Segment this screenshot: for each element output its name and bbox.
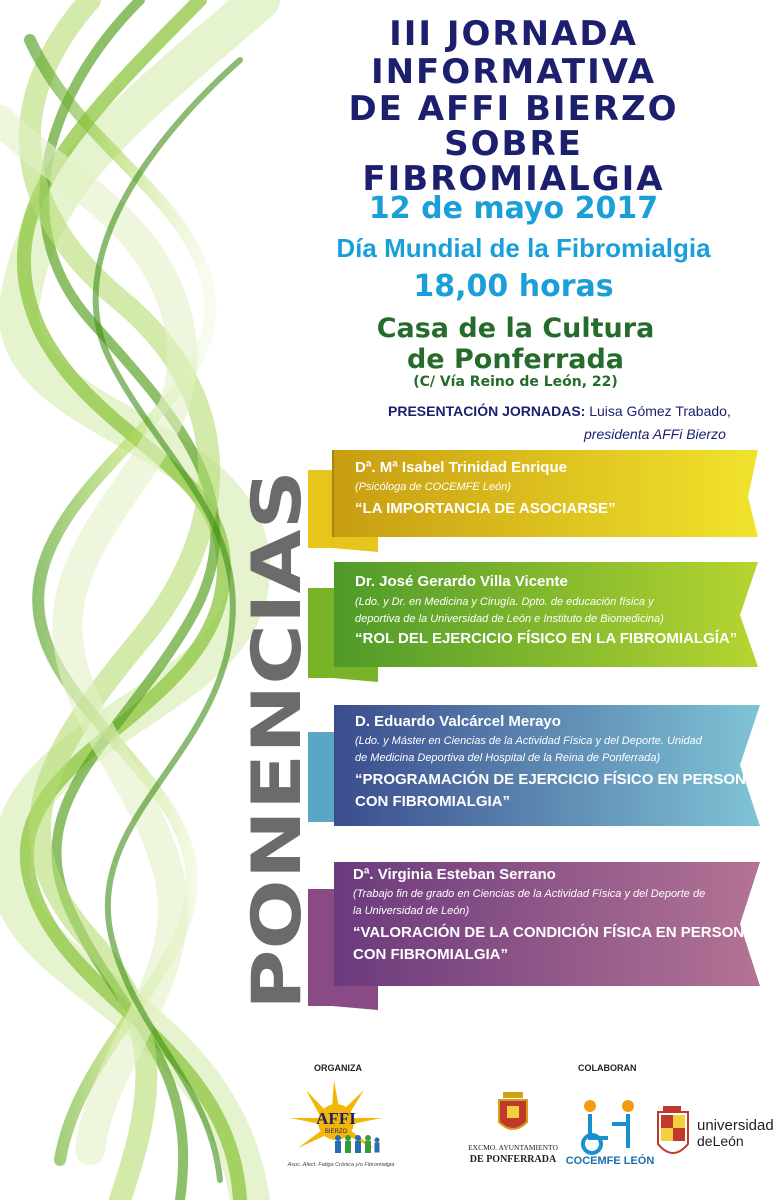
- affi-caption: Asoc. Afect. Fatiga Crónica y/o Fibromialgia: [287, 1162, 395, 1168]
- ponencias-text: PONENCIAS: [238, 565, 317, 1010]
- presentation-role: presidenta AFFi Bierzo: [584, 426, 726, 442]
- universidad-line-2: deLeón: [697, 1133, 744, 1149]
- speaker-4-affiliation-1: (Trabajo fin de grado en Ciencias de la Actividad Física y del Deporte de: [353, 888, 706, 900]
- ayuntamiento-line-2: DE PONFERRADA: [469, 1154, 557, 1165]
- title-line-2: INFORMATIVA: [370, 52, 657, 92]
- venue-line-1: Casa de la Cultura: [376, 313, 655, 344]
- cocemfe-figures-icon: [583, 1100, 634, 1153]
- title-line-3: DE AFFI BIERZO: [348, 89, 679, 129]
- speaker-3-name: D. Eduardo Valcárcel Merayo: [355, 713, 561, 730]
- speaker-2-affiliation-1: (Ldo. y Dr. en Medicina y Cirugía. Dpto. de educación física y: [355, 596, 654, 608]
- organiza-label: ORGANIZA: [314, 1063, 362, 1073]
- venue-line-2: de Ponferrada: [406, 344, 625, 375]
- universidad-leon-logo: [655, 1106, 777, 1166]
- event-date: 12 de mayo 2017: [368, 191, 659, 226]
- university-shield-icon: [658, 1106, 688, 1153]
- affi-bierzo-logo: [286, 1078, 395, 1188]
- speaker-3-affiliation-1: (Ldo. y Máster en Ciencias de la Actividad Física y del Deporte. Unidad: [355, 735, 702, 747]
- speaker-4-talk-2: CON FIBROMIALGIA”: [353, 946, 508, 963]
- cocemfe-leon-logo: [565, 1094, 655, 1168]
- title-line-5: FIBROMIALGIA: [362, 159, 665, 199]
- ayuntamiento-line-1: EXCMO. AYUNTAMIENTO: [468, 1143, 558, 1152]
- event-time: 18,00 horas: [413, 269, 614, 304]
- speaker-3-affiliation-2: de Medicina Deportiva del Hospital de la Reina de Ponferrada): [355, 752, 661, 764]
- affi-logo-text: AFFI: [316, 1109, 356, 1128]
- universidad-line-1: universidad: [697, 1117, 774, 1134]
- speaker-1-name: Dª. Mª Isabel Trinidad Enrique: [355, 459, 567, 476]
- speaker-3-talk-2: CON FIBROMIALGIA”: [355, 793, 510, 810]
- speaker-1-talk: “LA IMPORTANCIA DE ASOCIARSE”: [355, 500, 616, 517]
- speaker-3: [355, 713, 767, 813]
- speaker-4-talk-1: “VALORACIÓN DE LA CONDICIÓN FÍSICA EN PERSONAS: [353, 924, 765, 941]
- colaboran-label: COLABORAN: [578, 1063, 637, 1073]
- speaker-1-affiliation: (Psicóloga de COCEMFE León): [355, 481, 511, 493]
- speaker-2-name: Dr. José Gerardo Villa Vicente: [355, 573, 568, 590]
- title-line-1: III JORNADA: [389, 14, 638, 54]
- venue-address: (C/ Vía Reino de León, 22): [413, 374, 618, 390]
- speaker-2-talk: “ROL DEL EJERCICIO FÍSICO EN LA FIBROMIALGÍA”: [355, 630, 738, 647]
- event-day-name: Día Mundial de la Fibromialgia: [336, 233, 711, 263]
- speaker-1: [355, 459, 745, 520]
- speaker-3-talk-1: “PROGRAMACIÓN DE EJERCICIO FÍSICO EN PERSONAS: [355, 771, 767, 788]
- title-line-4: SOBRE: [444, 124, 583, 164]
- speaker-2: [355, 573, 745, 650]
- presentation-label: PRESENTACIÓN JORNADAS:: [388, 403, 586, 419]
- speaker-4-affiliation-2: la Universidad de León): [353, 905, 470, 917]
- affi-logo-sub: BIERZO: [324, 1129, 348, 1135]
- presentation-name: Luisa Gómez Trabado,: [589, 403, 731, 419]
- ayuntamiento-ponferrada-logo: [463, 1088, 563, 1168]
- coat-of-arms-icon: [499, 1092, 527, 1129]
- speaker-4: [353, 866, 765, 966]
- speaker-2-affiliation-2: deportiva de la Universidad de León e Instituto de Biomedicina): [355, 613, 664, 625]
- cocemfe-label: COCEMFE LEÓN: [565, 1155, 655, 1167]
- speaker-4-name: Dª. Virginia Esteban Serrano: [353, 866, 556, 883]
